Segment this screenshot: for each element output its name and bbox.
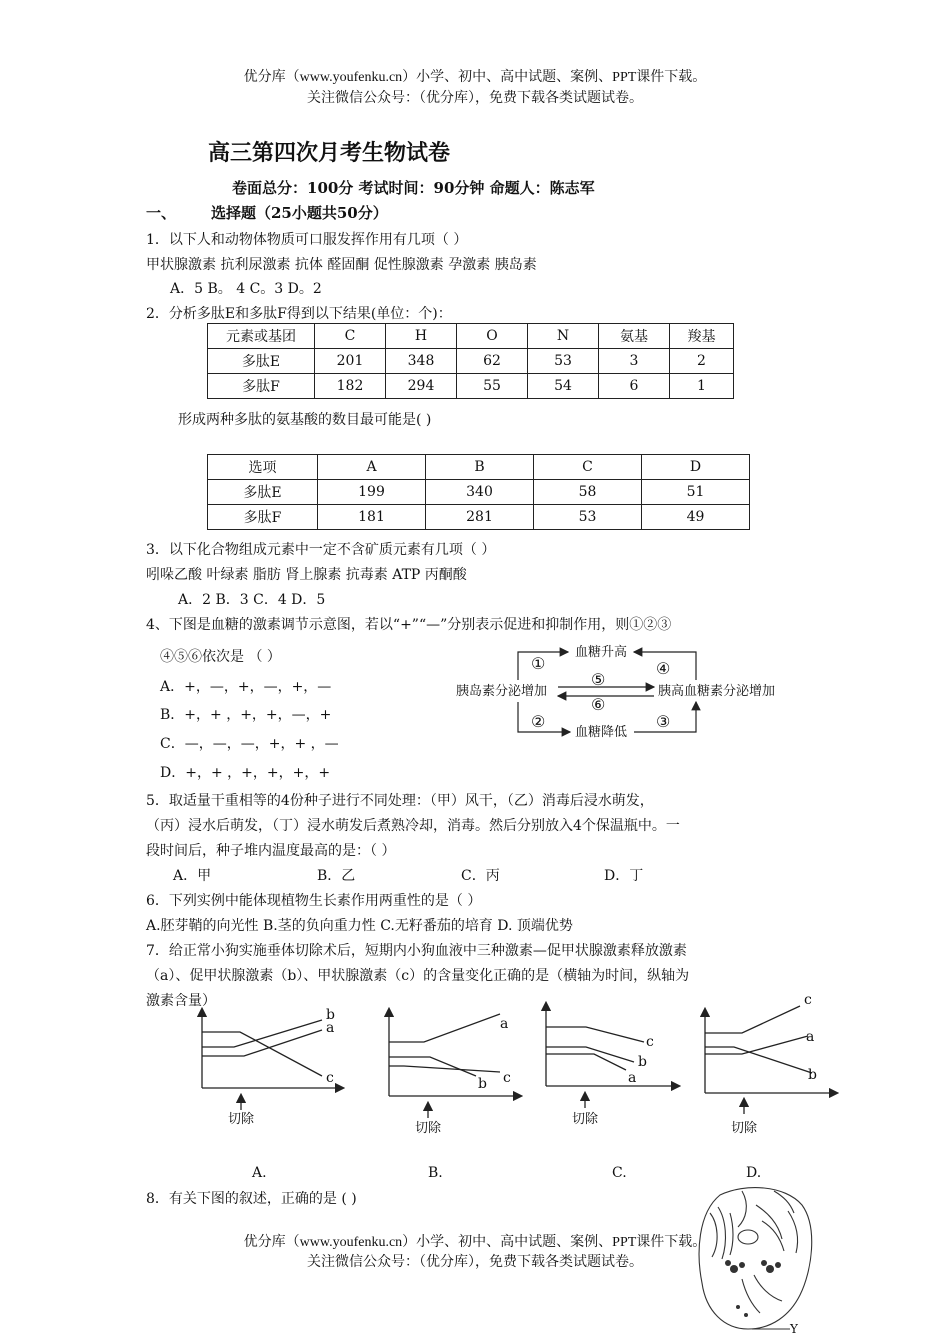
table-header-cell: O — [457, 324, 528, 349]
curve-a — [389, 1014, 500, 1042]
q2-table-options — [207, 454, 750, 530]
curve-c — [389, 1066, 500, 1072]
organelle-line — [738, 1191, 746, 1227]
table-cell: 62 — [457, 349, 528, 374]
table-header-row — [208, 455, 750, 480]
curve-label-b: b — [326, 1007, 335, 1023]
diagram-top-label: 血糖升高 — [574, 645, 628, 660]
diagram-marker-6: ⑥ — [591, 695, 606, 714]
diagram-bottom-label: 血糖降低 — [574, 725, 628, 740]
header-line-1: 优分库（www.youfenku.cn）小学、初中、高中试题、案例、PPT课件下载。 — [243, 70, 707, 85]
table-cell: 53 — [534, 505, 642, 530]
graph-c — [546, 1006, 676, 1108]
curve-label-a: a — [500, 1016, 509, 1032]
table-header-cell: C — [315, 324, 386, 349]
q7-line-2: （a）、促甲状腺激素（b）、甲状腺激素（c）的含量变化正确的是（横轴为时间，纵轴为 — [146, 968, 690, 984]
diagram-marker-3: ③ — [656, 712, 671, 731]
table-cell: 340 — [426, 480, 534, 505]
vesicle — [736, 1305, 740, 1309]
q5-option-b: B．乙 — [317, 868, 356, 884]
q6-stem: 6．下列实例中能体现植物生长素作用两重性的是（ ） — [146, 893, 482, 909]
table-cell: 53 — [528, 349, 599, 374]
section-number: 一、 — [146, 204, 177, 222]
q3-items: 吲哚乙酸 叶绿素 脂肪 肾上腺素 抗毒素 ATP 丙酮酸 — [146, 567, 467, 583]
table-cell: 348 — [386, 349, 457, 374]
organelle-line — [754, 1275, 782, 1301]
graph-label-a: A. — [252, 1165, 267, 1181]
curve-a — [202, 1030, 322, 1056]
q2-stem: 2．分析多肽E和多肽F得到以下结果(单位：个)： — [146, 306, 452, 322]
curve-c — [705, 1006, 800, 1033]
table-cell: 58 — [534, 480, 642, 505]
table-row — [208, 374, 734, 399]
curve-b — [202, 1020, 322, 1047]
q5-line-2: （丙）浸水后萌发，（丁）浸水萌发后煮熟冷却，消毒。然后分别放入4个保温瓶中。一 — [146, 818, 680, 834]
table-header-cell: 氨基 — [599, 324, 670, 349]
q5-line-1: 5．取适量干重相等的4份种子进行不同处理：（甲）风干，（乙）消毒后浸水萌发， — [146, 793, 654, 809]
table-cell: 55 — [457, 374, 528, 399]
q4-option-d: D．+，+ ，+，+，+，+ — [160, 765, 331, 781]
table-cell: 6 — [599, 374, 670, 399]
curve-a — [705, 1036, 808, 1054]
cut-label: 切除 — [731, 1121, 758, 1136]
diagram-marker-4: ④ — [656, 659, 671, 678]
q7-graphs — [0, 990, 950, 1190]
table-cell: 2 — [670, 349, 734, 374]
exam-info: 卷面总分：100分 考试时间：90分钟 命题人：陈志军 — [232, 179, 595, 197]
q4-stem: 4、下图是血糖的激素调节示意图，若以“+”“—”分别表示促进和抑制作用，则①②③ — [146, 617, 672, 633]
q4-stem-continued: ④⑤⑥依次是 （ ） — [160, 649, 281, 665]
q5-option-a: A．甲 — [173, 868, 212, 884]
q5-line-3: 段时间后，种子堆内温度最高的是：（ ） — [146, 843, 396, 859]
q1-items: 甲状腺激素 抗利尿激素 抗体 醛固酮 促性腺激素 孕激素 胰岛素 — [146, 257, 537, 273]
diagram-marker-5: ⑤ — [591, 670, 606, 689]
q6-options: A.胚芽鞘的向光性 B.茎的负向重力性 C.无籽番茄的培育 D. 顶端优势 — [146, 918, 573, 934]
table-header-cell: H — [386, 324, 457, 349]
table-row — [208, 505, 750, 530]
curve-b — [705, 1047, 812, 1073]
table-header-cell: N — [528, 324, 599, 349]
graph-d — [705, 1006, 834, 1114]
table-cell: 281 — [426, 505, 534, 530]
table-header-cell: 选项 — [208, 455, 318, 480]
cut-label: 切除 — [228, 1112, 255, 1127]
vesicle — [744, 1313, 748, 1317]
q1-stem: 1．以下人和动物体物质可口服发挥作用有几项（ ） — [146, 232, 468, 248]
table-row — [208, 349, 734, 374]
curve-label-c: c — [804, 992, 812, 1008]
table-header-cell: C — [534, 455, 642, 480]
curve-label-c: c — [503, 1070, 511, 1086]
curve-label-a: a — [806, 1029, 815, 1045]
q7-line-1: 7．给正常小狗实施垂体切除术后，短期内小狗血液中三种激素—促甲状腺激素释放激素 — [146, 943, 687, 959]
table-cell: 多肽F — [208, 505, 318, 530]
q2-table-elements — [207, 323, 734, 399]
table-cell: 49 — [642, 505, 750, 530]
graph-b — [389, 1012, 518, 1118]
table-header-cell: D — [642, 455, 750, 480]
table-cell: 201 — [315, 349, 386, 374]
table-header-cell: B — [426, 455, 534, 480]
diagram-marker-2: ② — [531, 712, 546, 731]
q1-options: A．5 B。 4 C。3 D。2 — [170, 281, 322, 297]
table-cell: 3 — [599, 349, 670, 374]
curve-label-c: c — [646, 1034, 654, 1050]
diagram-marker-1: ① — [531, 654, 546, 673]
table-header-row — [208, 324, 734, 349]
q4-option-a: A．+，—，+，—，+，— — [160, 679, 332, 695]
section-title: 选择题（25小题共50分） — [211, 204, 388, 222]
q3-options: A．2 B．3 C．4 D．5 — [178, 592, 326, 608]
table-cell: 181 — [318, 505, 426, 530]
table-cell: 多肽E — [208, 480, 318, 505]
diagram-left-label: 胰岛素分泌增加 — [456, 684, 548, 699]
diagram-right-label: 胰高血糖素分泌增加 — [658, 684, 776, 699]
graph-label-d: D. — [746, 1165, 762, 1181]
q5-option-c: C．丙 — [461, 868, 500, 884]
q2-question: 形成两种多肽的氨基酸的数目最可能是( ) — [178, 412, 432, 428]
q5-option-d: D．丁 — [604, 868, 644, 884]
table-cell: 51 — [642, 480, 750, 505]
curve-label-b: b — [638, 1054, 647, 1070]
q7-line-3: 激素含量） — [146, 993, 216, 1009]
table-header-cell: A — [318, 455, 426, 480]
cut-label: 切除 — [415, 1121, 442, 1136]
curve-label-b: b — [478, 1076, 487, 1092]
graph-a — [202, 1012, 340, 1110]
table-cell: 182 — [315, 374, 386, 399]
curve-label-a: a — [628, 1070, 637, 1086]
cut-label: 切除 — [572, 1112, 599, 1127]
blood-sugar-diagram — [450, 640, 800, 745]
figure-label-y: Y — [790, 1322, 798, 1336]
organelle-line — [774, 1191, 794, 1213]
graph-label-c: C. — [612, 1165, 627, 1181]
table-cell: 多肽E — [208, 349, 315, 374]
graph-label-b: B. — [428, 1165, 443, 1181]
table-row — [208, 480, 750, 505]
curve-label-c: c — [326, 1070, 334, 1086]
table-header-cell: 元素或基团 — [208, 324, 315, 349]
table-cell: 多肽F — [208, 374, 315, 399]
q4-option-c: C．—，—，—，+，+ ，— — [160, 736, 339, 752]
organelle-line — [742, 1279, 760, 1313]
q4-option-b: B．+，+ ，+，+，—，+ — [160, 707, 332, 723]
curve-label-b: b — [808, 1067, 817, 1083]
header-line-2: 关注微信公众号：（优分库），免费下载各类试题试卷。 — [307, 91, 643, 106]
exam-title: 高三第四次月考生物试卷 — [208, 140, 451, 166]
table-cell: 199 — [318, 480, 426, 505]
footer-line-2: 关注微信公众号：（优分库），免费下载各类试题试卷。 — [307, 1255, 643, 1270]
curve-c — [546, 1027, 644, 1042]
q8-stem: 8．有关下图的叙述，正确的是 ( ) — [146, 1191, 357, 1207]
table-cell: 1 — [670, 374, 734, 399]
table-cell: 294 — [386, 374, 457, 399]
q3-stem: 3．以下化合物组成元素中一定不含矿质元素有几项（ ） — [146, 542, 496, 558]
footer-line-1: 优分库（www.youfenku.cn）小学、初中、高中试题、案例、PPT课件下载。 — [243, 1235, 707, 1250]
table-cell: 54 — [528, 374, 599, 399]
curve-label-a: a — [326, 1020, 335, 1036]
table-header-cell: 羧基 — [670, 324, 734, 349]
